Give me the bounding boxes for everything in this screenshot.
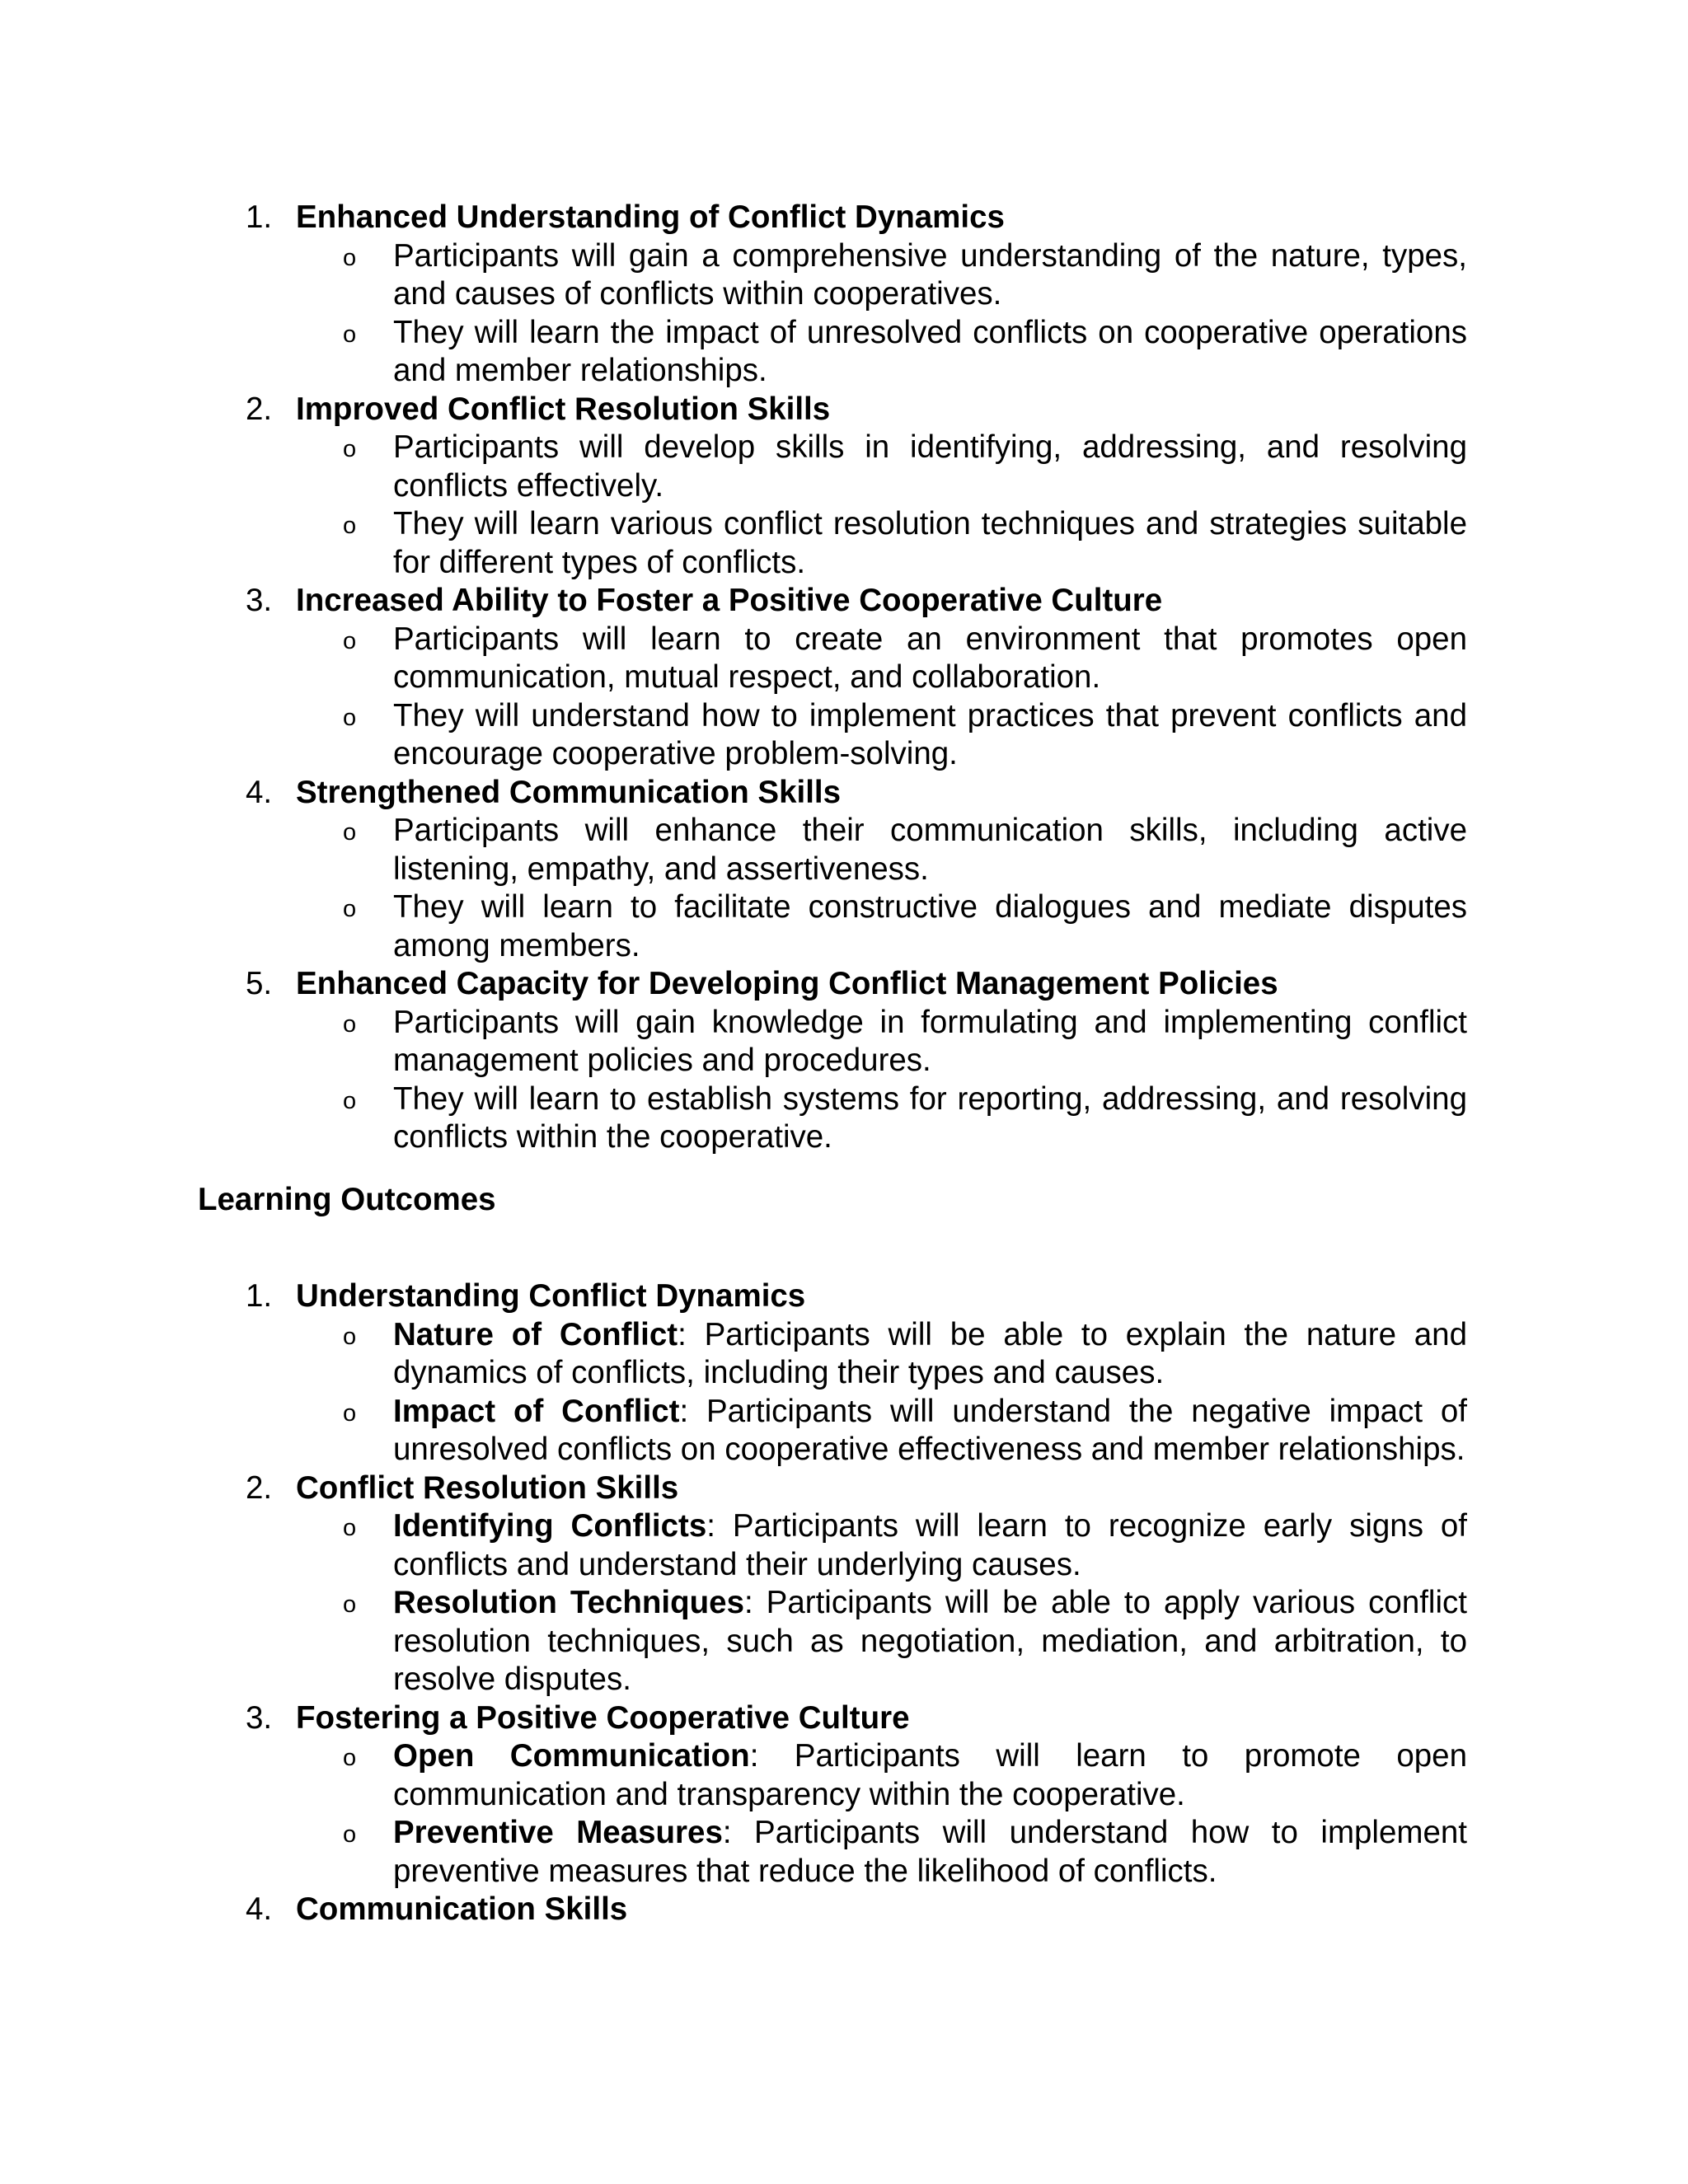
sub-point-text: : Participants will learn to promote open communication and transparency within the cooperative. [393,1738,1467,1812]
item-title: Enhanced Capacity for Developing Conflict Management Policies [296,966,1278,1001]
sub-point [198,1393,1467,1469]
objective-item [198,199,1467,391]
sub-point [198,1316,1467,1393]
item-number: 4. [246,774,273,810]
sub-point-text: : Participants will understand how to implement preventive measures that reduce the likelihood of conflicts. [393,1815,1467,1889]
item-number: 2. [246,1469,273,1506]
sub-point-text: : Participants will be able to apply various conflict resolution techniques, such as negotiation, mediation, and arbitration, to resolve disputes. [393,1585,1467,1697]
sub-point [198,1814,1467,1891]
bullet-marker: o [343,1087,357,1114]
outcomes-list [198,1277,1467,1929]
sub-point-text: Participants will develop skills in identifying, addressing, and resolving conflicts effectively. [393,429,1467,504]
sub-point-text: : Participants will be able to explain the nature and dynamics of conflicts, including their types and causes. [393,1316,1467,1390]
bullet-marker: o [343,436,357,462]
outcome-item [198,1469,1467,1699]
sub-point [198,888,1467,965]
sub-point-text: They will learn to establish systems for reporting, addressing, and resolving conflicts within the cooperative. [393,1080,1467,1155]
item-number: 5. [246,966,273,1001]
sub-point [198,1004,1467,1080]
bullet-marker: o [343,627,357,654]
item-title: Conflict Resolution Skills [296,1469,679,1506]
bullet-marker: o [343,244,357,271]
item-number: 2. [246,391,273,427]
sub-point-term: Nature of Conflict [393,1316,678,1352]
item-title: Enhanced Understanding of Conflict Dynamics [296,199,1005,235]
objectives-list [198,199,1467,1157]
sub-point [198,505,1467,582]
sub-point [198,1080,1467,1157]
bullet-marker: o [343,321,357,348]
sub-point-term: Open Communication [393,1738,750,1774]
item-number: 3. [246,583,273,618]
sub-point-text: : Participants will understand the negative impact of unresolved conflicts on cooperative effectiveness and member relationships. [393,1393,1467,1467]
sub-point-term: Identifying Conflicts [393,1508,707,1544]
sub-point-text: : Participants will learn to recognize early signs of conflicts and understand their underlying causes. [393,1508,1467,1582]
sub-point [198,237,1467,314]
sub-point-term: Resolution Techniques [393,1585,744,1620]
item-title: Increased Ability to Foster a Positive Cooperative Culture [296,583,1163,618]
sub-point [198,314,1467,391]
sub-point-text: Participants will enhance their communication skills, including active listening, empathy, and assertiveness. [393,813,1467,887]
sub-point-text: They will understand how to implement practices that prevent conflicts and encourage cooperative problem-solving. [393,697,1467,771]
objective-item [198,582,1467,774]
bullet-marker: o [343,1745,357,1771]
sub-point [198,1737,1467,1814]
bullet-marker: o [343,819,357,846]
sub-point-text: They will learn the impact of unresolved conflicts on cooperative operations and member relationships. [393,314,1467,388]
bullet-marker: o [343,1010,357,1038]
sub-point [198,812,1467,888]
bullet-marker: o [343,1591,357,1618]
outcome-item [198,1891,1467,1929]
objective-item [198,391,1467,583]
sub-point-text: They will learn various conflict resolution techniques and strategies suitable for different types of conflicts. [393,506,1467,580]
bullet-marker: o [343,704,357,731]
item-title: Understanding Conflict Dynamics [296,1278,806,1314]
bullet-marker: o [343,896,357,922]
outcome-item [198,1277,1467,1469]
sub-point [198,429,1467,505]
sub-point [198,697,1467,774]
sub-point [198,1507,1467,1584]
objective-item [198,774,1467,966]
sub-point-text: Participants will gain knowledge in formulating and implementing conflict management policies and procedures. [393,1004,1467,1078]
item-number: 3. [246,1699,273,1736]
item-title: Improved Conflict Resolution Skills [296,391,831,427]
section-heading: Learning Outcomes [198,1182,496,1217]
sub-point-text: They will learn to facilitate constructive dialogues and mediate disputes among members. [393,889,1467,963]
outcome-item [198,1699,1467,1891]
item-title: Communication Skills [296,1891,628,1927]
sub-point-term: Preventive Measures [393,1815,723,1850]
bullet-marker: o [343,1399,357,1427]
sub-point [198,621,1467,697]
sub-point-text: Participants will learn to create an environment that promotes open communication, mutual respect, and collaboration. [393,621,1467,695]
bullet-marker: o [343,513,357,539]
bullet-marker: o [343,1821,357,1848]
item-title: Strengthened Communication Skills [296,774,842,810]
item-number: 1. [246,1278,273,1314]
sub-point-term: Impact of Conflict [393,1393,680,1429]
item-number: 1. [246,199,273,235]
bullet-marker: o [343,1515,357,1541]
sub-point-text: Participants will gain a comprehensive understanding of the nature, types, and causes of conflicts within cooperatives. [393,237,1467,312]
item-number: 4. [246,1891,273,1927]
bullet-marker: o [343,1323,357,1350]
objective-item [198,965,1467,1157]
item-title: Fostering a Positive Cooperative Culture [296,1699,910,1736]
sub-point [198,1584,1467,1699]
